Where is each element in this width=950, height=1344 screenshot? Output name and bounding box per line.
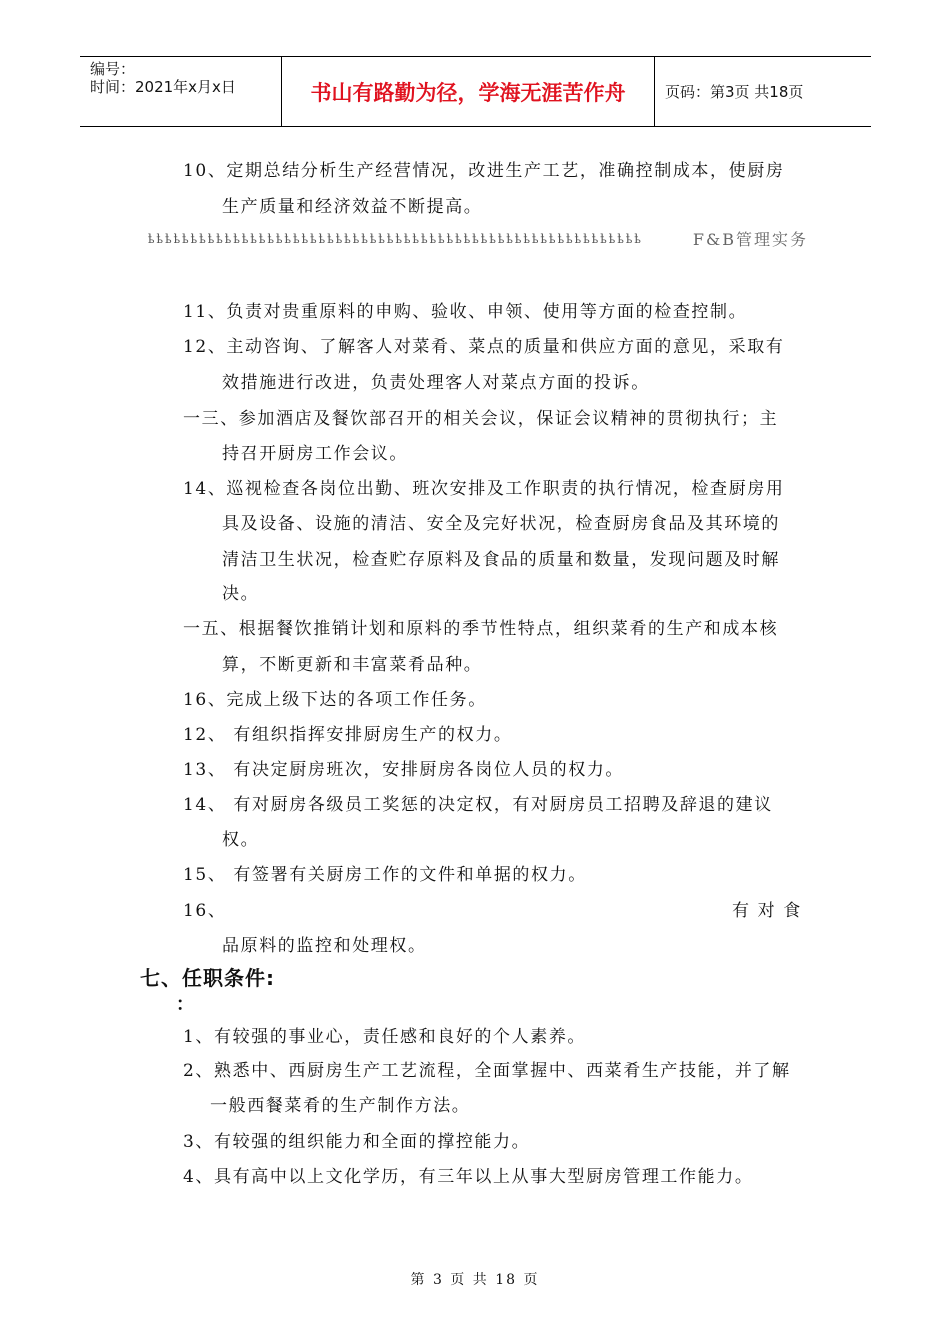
header-motto: 书山有路勤为径，学海无涯苦作舟 [282, 57, 655, 126]
text-line: 清洁卫生状况，检查贮存原料及食品的质量和数量，发现问题及时解 [222, 550, 780, 570]
text-line: 10、定期总结分析生产经营情况，改进生产工艺，准确控制成本，使厨房 [183, 161, 785, 181]
text-line: 14、巡视检查各岗位出勤、班次安排及工作职责的执行情况，检查厨房用 [183, 479, 785, 499]
text-line: 一般西餐菜肴的生产制作方法。 [210, 1096, 471, 1116]
number-label: 编号： [90, 60, 136, 78]
text-line: 具及设备、设施的清洁、安全及完好状况，检查厨房食品及其环境的 [222, 514, 780, 534]
text-line: 12、 有组织指挥安排厨房生产的权力。 [183, 725, 513, 745]
text-line: 有 对 食 [732, 901, 802, 921]
text-line: 13、 有决定厨房班次，安排厨房各岗位人员的权力。 [183, 760, 625, 780]
section-title: 七、任职条件: [140, 966, 275, 990]
text-line: 3、有较强的组织能力和全面的撑控能力。 [183, 1132, 531, 1152]
text-line: 16、完成上级下达的各项工作任务。 [183, 690, 487, 710]
text-line: 生产质量和经济效益不断提高。 [222, 197, 483, 217]
section-colon: ： [176, 994, 194, 1015]
header-info [80, 57, 282, 126]
tick-marks: ҍҍҍҍҍҍҍҍҍҍҍҍҍҍҍҍҍҍҍҍҍҍҍҍҍҍҍҍҍҍҍҍҍҍҍҍҍҍҍҍҍҍҍҍҍҍҍҍҍҍҍҍҍҍҍҍҍҍ [148, 231, 643, 246]
text-line: 16、 [183, 901, 227, 921]
text-line: 效措施进行改进，负责处理客人对菜点方面的投诉。 [222, 373, 650, 393]
text-line: 决。 [222, 584, 260, 604]
text-line: 15、 有签署有关厨房工作的文件和单据的权力。 [183, 865, 587, 885]
text-line: 品原料的监控和处理权。 [222, 936, 427, 956]
text-line: 11、负责对贵重原料的申购、验收、申领、使用等方面的检查控制。 [183, 302, 748, 322]
time-label: 时间：2021年x月x日 [90, 78, 236, 96]
watermark-row [148, 227, 808, 250]
text-line: 持召开厨房工作会议。 [222, 444, 408, 464]
text-line: 12、主动咨询、了解客人对菜肴、菜点的质量和供应方面的意见，采取有 [183, 337, 785, 357]
header-page-label: 页码：第3页 共18页 [665, 83, 804, 101]
text-line: 2、熟悉中、西厨房生产工艺流程，全面掌握中、西菜肴生产技能，并了解 [183, 1061, 791, 1081]
text-line: 4、具有高中以上文化学历，有三年以上从事大型厨房管理工作能力。 [183, 1167, 754, 1187]
text-line: 一五、根据餐饮推销计划和原料的季节性特点，组织菜肴的生产和成本核 [183, 619, 779, 639]
text-line: 1、有较强的事业心，责任感和良好的个人素养。 [183, 1027, 587, 1047]
page-footer: 第 3 页 共 18 页 [410, 1272, 540, 1288]
page-header [80, 56, 871, 127]
text-line: 14、 有对厨房各级员工奖惩的决定权，有对厨房员工招聘及辞退的建议 [183, 795, 773, 815]
text-line: 权。 [222, 830, 260, 850]
text-line: 算，不断更新和丰富菜肴品种。 [222, 655, 483, 675]
fb-label: F&B管理实务 [692, 230, 808, 249]
text-line: 一三、参加酒店及餐饮部召开的相关会议，保证会议精神的贯彻执行；主 [183, 409, 779, 429]
